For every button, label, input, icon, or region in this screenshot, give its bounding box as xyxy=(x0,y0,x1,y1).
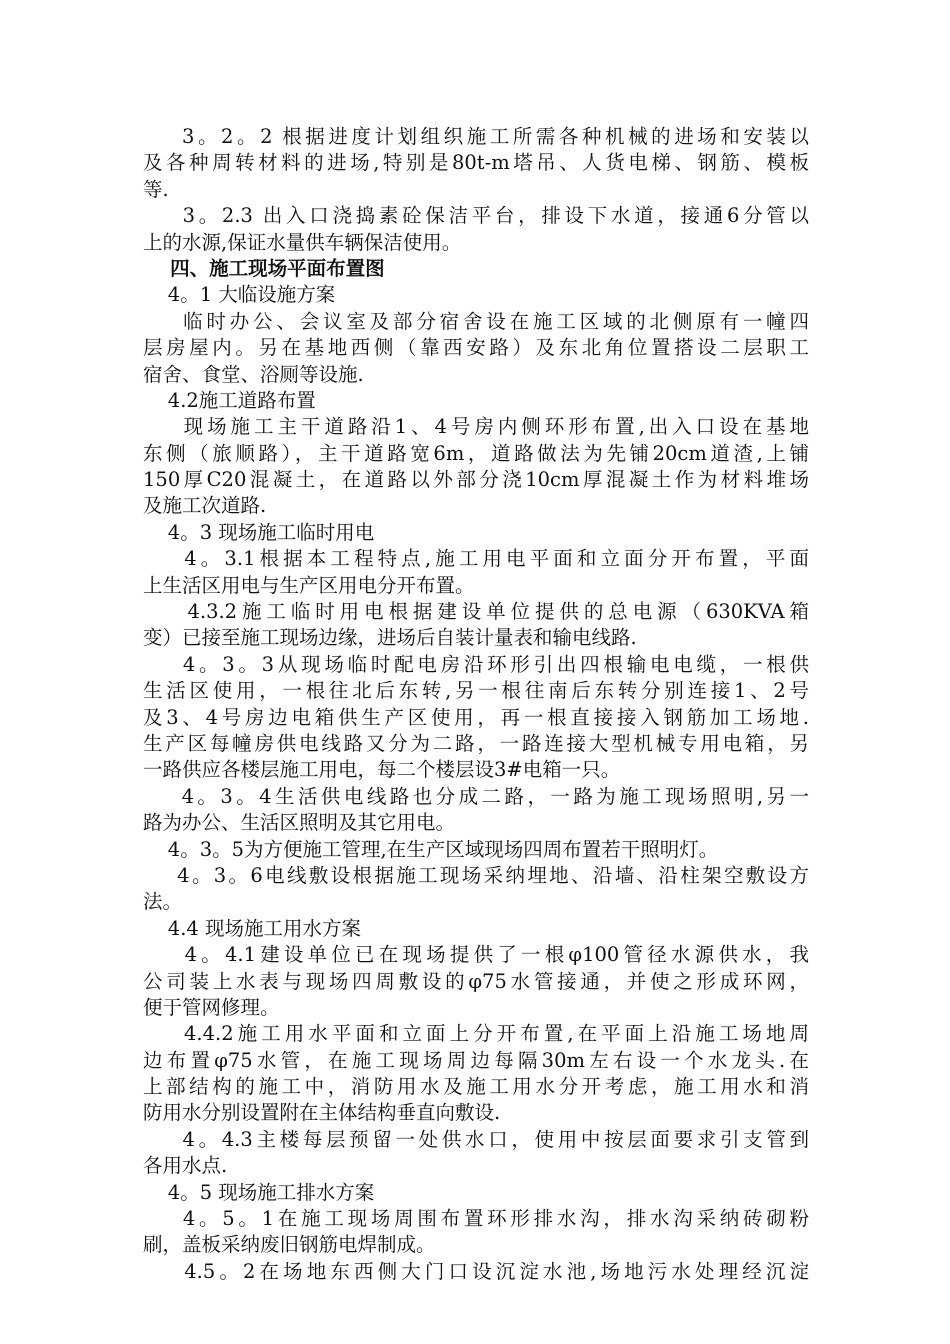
text-line: 4。4.3主楼每层预留一处供水口，使用中按层面要求引支管到 xyxy=(143,1127,809,1151)
text-line: 路为办公、生活区照明及其它用电。 xyxy=(143,811,456,835)
text-line: 及3、4号房边电箱供生产区使用，再一根直接接入钢筋加工场地. xyxy=(143,705,809,729)
text-line: 150厚C20混凝土，在道路以外部分浇10cm厚混凝土作为材料堆场 xyxy=(143,468,809,492)
text-line: 4。3。6电线敷设根据施工现场采纳埋地、沿墙、沿柱架空敷设方 xyxy=(143,863,809,887)
text-line: 便于管网修理。 xyxy=(143,995,280,1019)
text-line: 4。3。3从现场临时配电房沿环形引出四根输电电缆，一根供 xyxy=(143,652,809,676)
text-line: 4.4.2施工用水平面和立面上分开布置,在平面上沿施工场地周 xyxy=(143,1022,809,1046)
text-line: 上部结构的施工中，消防用水及施工用水分开考虑，施工用水和消 xyxy=(143,1075,809,1099)
text-line: 防用水分别设置附在主体结构垂直向敷设. xyxy=(143,1101,501,1125)
text-line: 生活区使用，一根往北后东转,另一根往南后东转分别连接1、2号 xyxy=(143,679,809,703)
text-line: 3。2.3 出入口浇捣素砼保洁平台，排设下水道，接通6分管以 xyxy=(143,204,809,228)
text-line: 变）已接至施工现场边缘，进场后自装计量表和输电线路. xyxy=(143,626,637,650)
text-line: 4。3。5为方便施工管理,在生产区域现场四周布置若干照明灯。 xyxy=(143,837,719,861)
text-line: 现场施工主干道路沿1、4号房内侧环形布置,出入口设在基地 xyxy=(143,415,809,439)
text-line: 4。3.1根据本工程特点,施工用电平面和立面分开布置，平面 xyxy=(143,547,809,571)
text-line: 上生活区用电与生产区用电分开布置。 xyxy=(143,573,475,597)
text-line: 刷，盖板采纳废旧钢筋电焊制成。 xyxy=(143,1233,436,1257)
text-line: 4。5。1在施工现场周围布置环形排水沟，排水沟采纳砖砌粉 xyxy=(143,1207,809,1231)
text-line: 一路供应各楼层施工用电，每二个楼层设3#电箱一只。 xyxy=(143,758,621,782)
text-line: 等. xyxy=(143,177,169,201)
text-line: 4。1 大临设施方案 xyxy=(143,283,336,307)
section-heading: 四、施工现场平面布置图 xyxy=(143,256,385,280)
text-line: 4.4 现场施工用水方案 xyxy=(143,916,362,940)
text-line: 东侧（旅顺路），主干道路宽6m，道路做法为先铺20cm道渣,上铺 xyxy=(143,441,809,465)
text-line: 4.2施工道路布置 xyxy=(143,388,316,412)
text-line: 各用水点. xyxy=(143,1154,228,1178)
text-line: 宿舍、食堂、浴厕等设施. xyxy=(143,362,364,386)
text-line: 及施工次道路. xyxy=(143,494,267,518)
text-line: 临时办公、会议室及部分宿舍设在施工区域的北侧原有一幢四 xyxy=(143,309,809,333)
text-line: 层房屋内。另在基地西侧（靠西安路）及东北角位置搭设二层职工 xyxy=(143,336,809,360)
text-line: 法。 xyxy=(143,890,183,914)
text-line: 上的水源,保证水量供车辆保洁使用。 xyxy=(143,230,462,254)
document-page xyxy=(143,124,809,1285)
text-line: 边布置φ75水管，在施工现场周边每隔30m左右设一个水龙头.在 xyxy=(143,1048,809,1072)
text-line: 公司装上水表与现场四周敷设的φ75水管接通，并使之形成环网， xyxy=(143,969,809,993)
text-line: 3。2。2 根据进度计划组织施工所需各种机械的进场和安装以 xyxy=(143,125,809,148)
text-line: 生产区每幢房供电线路又分为二路，一路连接大型机械专用电箱，另 xyxy=(143,731,809,755)
text-line: 4。4.1建设单位已在现场提供了一根φ100管径水源供水，我 xyxy=(143,943,809,967)
text-line: 4。3 现场施工临时用电 xyxy=(143,520,375,544)
text-line: 4。5 现场施工排水方案 xyxy=(143,1180,375,1204)
text-line: 4。3。4生活供电线路也分成二路，一路为施工现场照明,另一 xyxy=(143,784,809,808)
text-line: 4.5。2在场地东西侧大门口设沉淀水池,场地污水处理经沉淀 xyxy=(143,1259,809,1283)
text-line: 及各种周转材料的进场,特别是80t-m塔吊、人货电梯、钢筋、模板 xyxy=(143,151,809,175)
text-line: 4.3.2施工临时用电根据建设单位提供的总电源（630KVA箱 xyxy=(143,600,809,624)
